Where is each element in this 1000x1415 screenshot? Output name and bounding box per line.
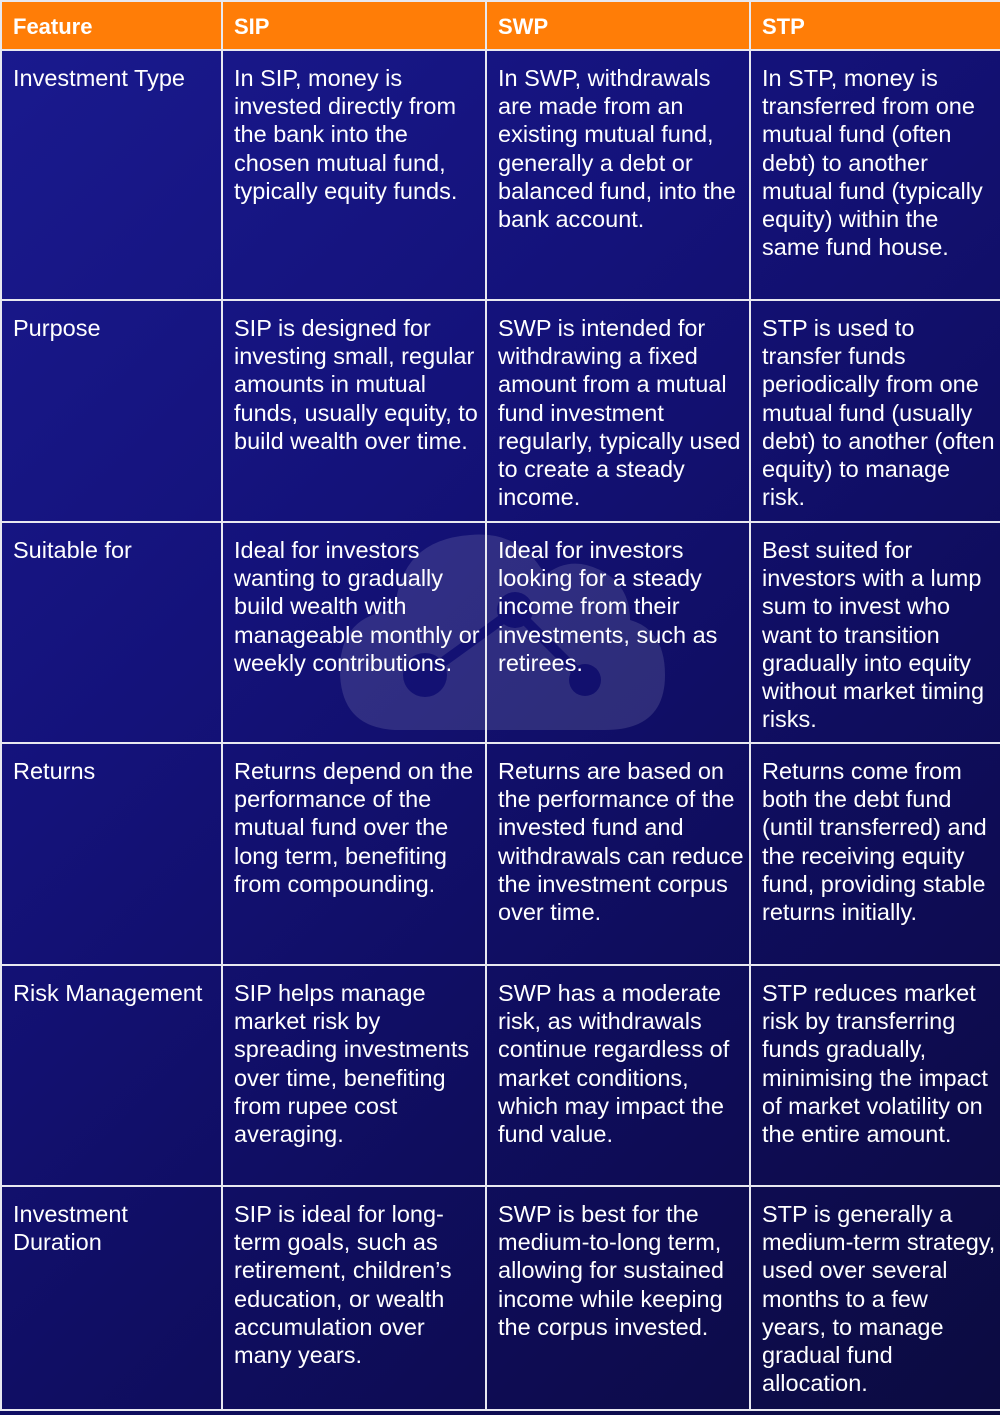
swp-cell: In SWP, withdrawals are made from an existing mutual fund, generally a debt or balanced fund, into the bank account.: [486, 50, 750, 300]
table-row: [1, 522, 1000, 743]
header-feature: Feature: [1, 1, 222, 50]
swp-cell: Returns are based on the performance of the invested fund and withdrawals can reduce the investment corpus over time.: [486, 743, 750, 965]
feature-cell: Purpose: [1, 300, 222, 522]
header-swp: SWP: [486, 1, 750, 50]
swp-cell: SWP is intended for withdrawing a fixed amount from a mutual fund investment regularly, typically used to create a steady income.: [486, 300, 750, 522]
table-row: [1, 743, 1000, 965]
feature-cell: Suitable for: [1, 522, 222, 743]
feature-cell: Risk Management: [1, 965, 222, 1186]
stp-cell: STP reduces market risk by transferring funds gradually, minimising the impact of market volatility on the entire amount.: [750, 965, 1000, 1186]
stp-cell: Best suited for investors with a lump sum to invest who want to transition gradually into equity without market timing risks.: [750, 522, 1000, 743]
stp-cell: Returns come from both the debt fund (until transferred) and the receiving equity fund, providing stable returns initially.: [750, 743, 1000, 965]
table-header-row: [1, 1, 1000, 50]
header-stp: STP: [750, 1, 1000, 50]
swp-cell: SWP has a moderate risk, as withdrawals continue regardless of market conditions, which may impact the fund value.: [486, 965, 750, 1186]
sip-cell: SIP is ideal for long-term goals, such as retirement, children’s education, or wealth accumulation over many years.: [222, 1186, 486, 1410]
stp-cell: STP is generally a medium-term strategy, used over several months to a few years, to manage gradual fund allocation.: [750, 1186, 1000, 1410]
header-sip: SIP: [222, 1, 486, 50]
table-row: [1, 1186, 1000, 1410]
stp-cell: In STP, money is transferred from one mutual fund (often debt) to another mutual fund (typically equity) within the same fund house.: [750, 50, 1000, 300]
sip-cell: SIP is designed for investing small, regular amounts in mutual funds, usually equity, to build wealth over time.: [222, 300, 486, 522]
swp-cell: Ideal for investors looking for a steady income from their investments, such as retirees.: [486, 522, 750, 743]
table-row: [1, 50, 1000, 300]
sip-cell: In SIP, money is invested directly from the bank into the chosen mutual fund, typically equity funds.: [222, 50, 486, 300]
feature-cell: Returns: [1, 743, 222, 965]
table-row: [1, 300, 1000, 522]
feature-cell: Investment Type: [1, 50, 222, 300]
swp-cell: SWP is best for the medium-to-long term, allowing for sustained income while keeping the corpus invested.: [486, 1186, 750, 1410]
table-row: [1, 965, 1000, 1186]
stp-cell: STP is used to transfer funds periodically from one mutual fund (usually debt) to another (often equity) to manage risk.: [750, 300, 1000, 522]
feature-cell: Investment Duration: [1, 1186, 222, 1410]
sip-cell: Returns depend on the performance of the mutual fund over the long term, benefiting from compounding.: [222, 743, 486, 965]
sip-cell: SIP helps manage market risk by spreading investments over time, benefiting from rupee cost averaging.: [222, 965, 486, 1186]
sip-cell: Ideal for investors wanting to gradually build wealth with manageable monthly or weekly contributions.: [222, 522, 486, 743]
